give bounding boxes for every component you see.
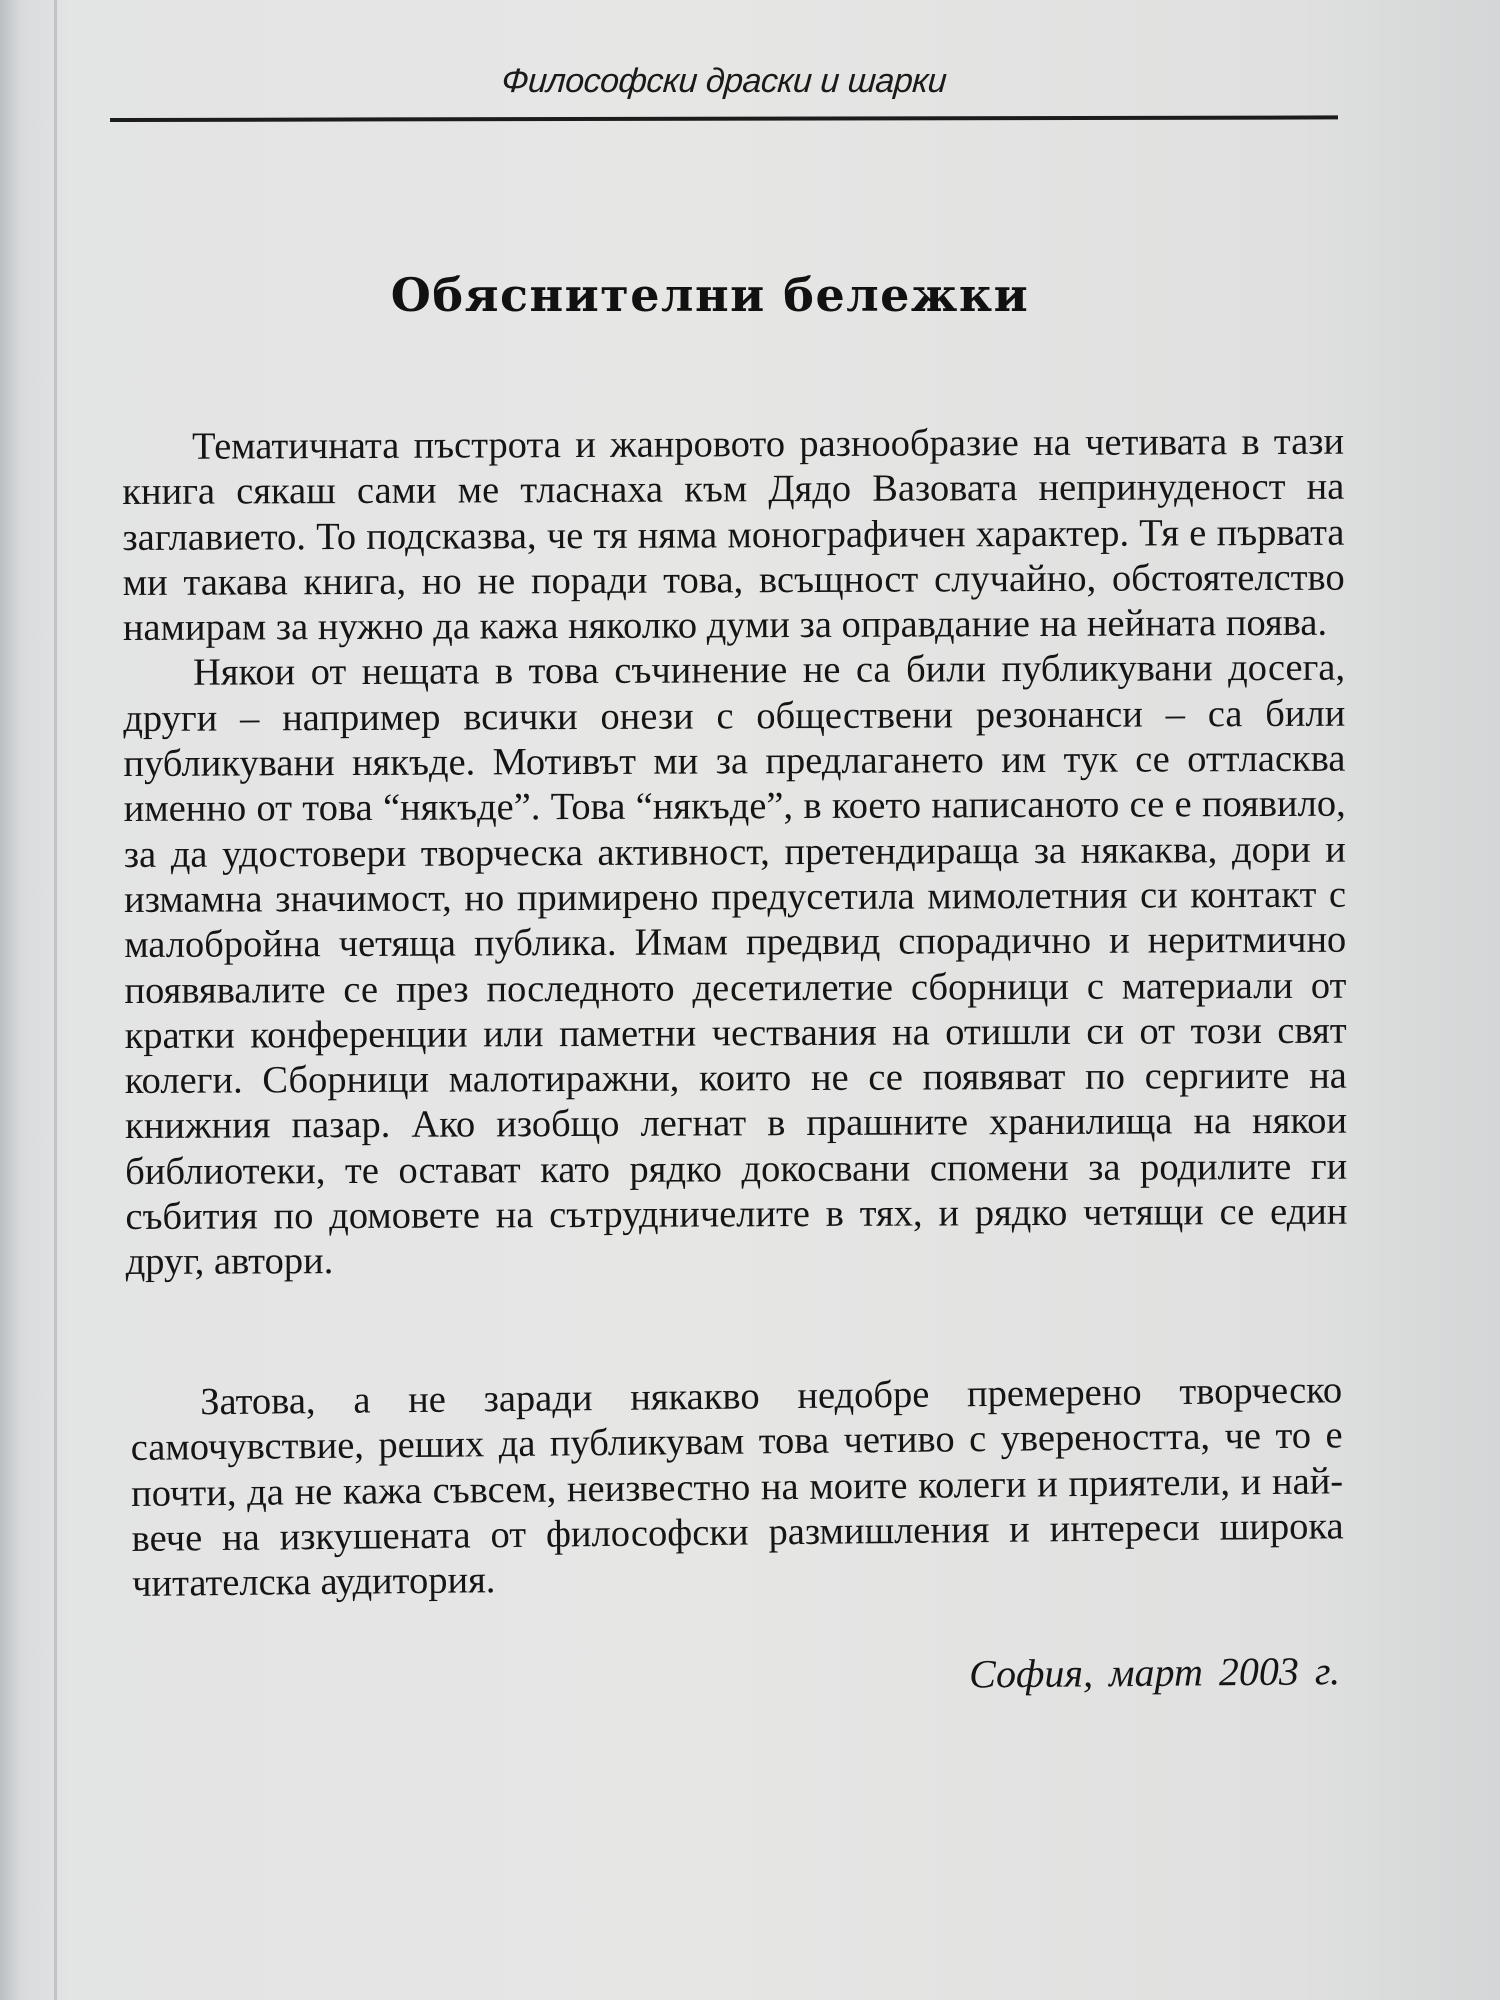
header-rule	[110, 115, 1338, 122]
paragraph-1: Тематичната пъстрота и жанровото разнообразие на четивата в тази книга сякаш сами ме тласнаха към Дядо Вазовата непринуденост на заглавието. То подсказва, че тя няма монографичен характер. Тя е първата ми такава книга, но не поради това, всъщност случайно, обстоятелство намирам за нужно да кажа няколко думи за оправдание на нейната поява.	[122, 420, 1345, 650]
place-date-signoff: София, март 2003 г.	[968, 1648, 1341, 1697]
chapter-title: Обяснителни бележки	[390, 268, 1030, 322]
body-text-block	[122, 420, 1348, 1286]
paragraph-2: Някои от нещата в това съчинение не са били публикувани досега, други – например всички онези с обществени резонанси – са били публикувани някъде. Мотивът ми за предлагането им тук се оттласква именно от това “някъде”. Това “някъде”, в което написаното се е появило, за да удостовери творческа активност, претендираща за някаква, дори и измамна значимост, но примирено предусетила мимолетния си контакт с малобройна четяща публика. Имам предвид спорадично и неритмично появявалите се през последното десетилетие сборници с материали от кратки конференции или паметни чествания на отишли си от този свят колеги. Сборници малотиражни, които не се появяват по сергиите на книжния пазар. Ако изобщо легнат в прашните хранилища на някои библиотеки, те остават като рядко докосвани спомени за родилите ги събития по домовете на сътрудничелите в тях, и рядко четящи се един друг, автори.	[123, 647, 1348, 1284]
body-text-block-end	[130, 1368, 1344, 1607]
page-gutter-edge	[54, 0, 57, 2000]
running-header-title: Философски драски и шарки	[500, 62, 948, 100]
paragraph-3: Затова, а не заради някакво недобре премерено творческо самочувствие, реших да публикувам това четиво с увереността, че то е почти, да не кажа съвсем, неизвестно на моите колеги и приятели, и най-вече на изкушената от философски размишления и интереси широка читателска аудитория.	[130, 1369, 1344, 1606]
